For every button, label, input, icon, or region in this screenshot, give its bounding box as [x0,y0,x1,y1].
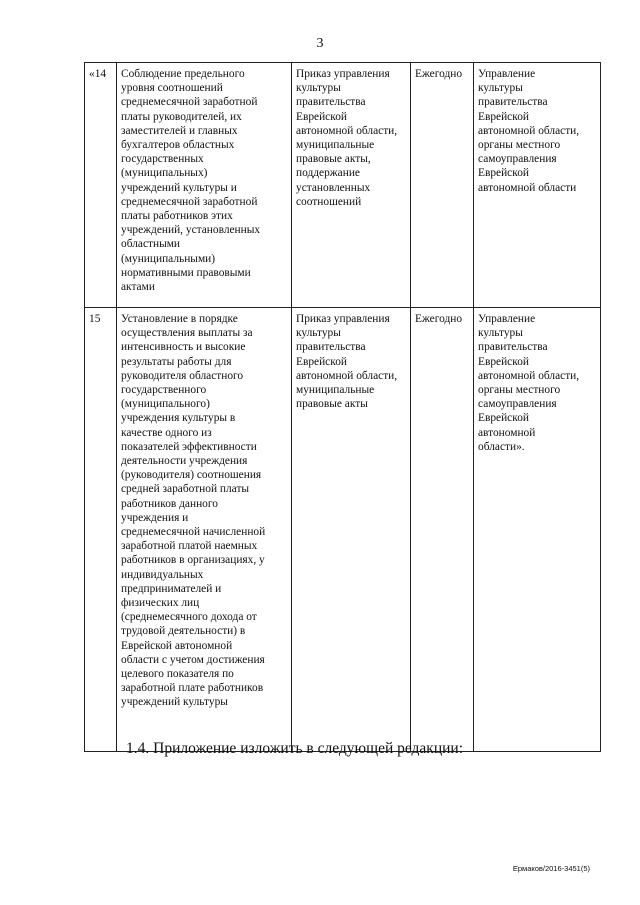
cell-line: платы руководителей, их [121,110,242,123]
document-cell [292,63,411,308]
cell-line: области». [478,440,525,453]
cell-line: предпринимателей и [121,582,222,595]
cell-line: государственных [121,153,204,166]
cell-line: самоуправления [478,153,557,166]
cell-line: руководителя областного [121,369,244,382]
cell-line: правительства [296,341,366,354]
cell-line: целевого показателя по [121,668,234,681]
cell-line: (среднемесячного дохода от [121,611,257,624]
cell-line: областными [121,238,181,251]
cell-line: актами [121,281,155,294]
responsible-cell [474,63,601,308]
cell-line: правительства [478,96,548,109]
cell-line: поддержание [296,167,360,180]
cell-line: автономной области, [296,369,398,382]
cell-line: бухгалтеров областных [121,139,235,152]
measure-cell [117,308,292,752]
cell-line: заработной плате работников [121,682,264,695]
cell-line: Еврейской [478,110,529,123]
cell-line: правительства [296,96,366,109]
cell-line: Приказ управления [296,68,390,80]
cell-line: (муниципальных) [121,167,208,180]
cell-line: культуры [478,82,523,95]
cell-line: установленных [296,181,371,194]
document-code: Ермаков/2016-3451(5) [512,864,590,873]
cell-line: учреждений, установленных [121,224,261,237]
cell-line: учреждения культуры в [121,412,236,425]
cell-line: автономной области, [296,124,398,137]
cell-line: интенсивность и высокие [121,341,246,354]
cell-line: трудовой деятельности) в [121,625,246,638]
cell-line: учреждений культуры и [121,181,237,194]
table-row [85,63,601,308]
cell-line: физических лиц [121,597,200,610]
cell-line: учреждения и [121,511,189,524]
cell-line: Приказ управления [296,313,390,325]
cell-line: (муниципального) [121,398,210,411]
cell-line: самоуправления [478,398,557,411]
cell-line: качестве одного из [121,426,212,439]
cell-line: правовые акты [296,398,368,411]
cell-line: Установление в порядке [121,313,238,325]
cell-line: органы местного [478,384,561,397]
cell-line: Еврейской [478,355,529,368]
cell-line: органы местного [478,139,561,152]
measure-cell [117,63,292,308]
cell-line: Управление [478,68,536,80]
cell-line: осуществления выплаты за [121,327,253,340]
cell-line: Еврейской [478,167,529,180]
cell-line: среднемесячной заработной [121,96,258,109]
cell-line: культуры [296,82,341,95]
cell-line: автономной области [478,181,577,194]
frequency-cell: Ежегодно [411,63,474,308]
row-number-cell: 15 [85,308,117,752]
cell-line: (руководителя) соотношения [121,469,262,482]
cell-line: заработной платой наемных [121,540,258,553]
cell-line: Еврейской [296,355,347,368]
cell-line: автономной [478,426,536,439]
cell-line: уровня соотношений [121,82,223,95]
cell-line: Еврейской [478,412,529,425]
row-number-cell: «14 [85,63,117,308]
cell-line: платы работников этих [121,210,233,223]
cell-line: нормативными правовыми [121,266,251,279]
cell-line: соотношений [296,195,362,208]
cell-line: деятельности учреждения [121,455,248,468]
cell-line: заместителей и главных [121,124,238,137]
cell-line: индивидуальных [121,568,204,581]
cell-line: культуры [296,327,341,340]
cell-line: автономной области, [478,124,580,137]
measures-table [84,62,601,752]
cell-line: среднемесячной начисленной [121,526,266,539]
cell-line: государственного [121,384,207,397]
cell-line: культуры [478,327,523,340]
table-row [85,308,601,752]
cell-line: муниципальные [296,139,375,152]
cell-line: работников данного [121,497,218,510]
cell-line: области с учетом достижения [121,653,265,666]
cell-line: автономной области, [478,369,580,382]
document-cell [292,308,411,752]
cell-line: муниципальные [296,384,375,397]
frequency-cell: Ежегодно [411,308,474,752]
followup-text: 1.4. Приложение изложить в следующей редакции: [126,740,464,757]
cell-line: средней заработной платы [121,483,250,496]
cell-line: среднемесячной заработной [121,195,258,208]
cell-line: правительства [478,341,548,354]
cell-line: правовые акты, [296,153,371,166]
cell-line: Управление [478,313,536,325]
cell-line: результаты работы для [121,355,232,368]
cell-line: Еврейской автономной [121,639,233,652]
responsible-cell [474,308,601,752]
cell-line: работников в организациях, у [121,554,265,567]
cell-line: Соблюдение предельного [121,68,245,80]
page-number: 3 [316,36,324,51]
cell-line: показателей эффективности [121,440,257,453]
cell-line: (муниципальными) [121,252,216,265]
cell-line: учреждений культуры [121,696,228,709]
cell-line: Еврейской [296,110,347,123]
